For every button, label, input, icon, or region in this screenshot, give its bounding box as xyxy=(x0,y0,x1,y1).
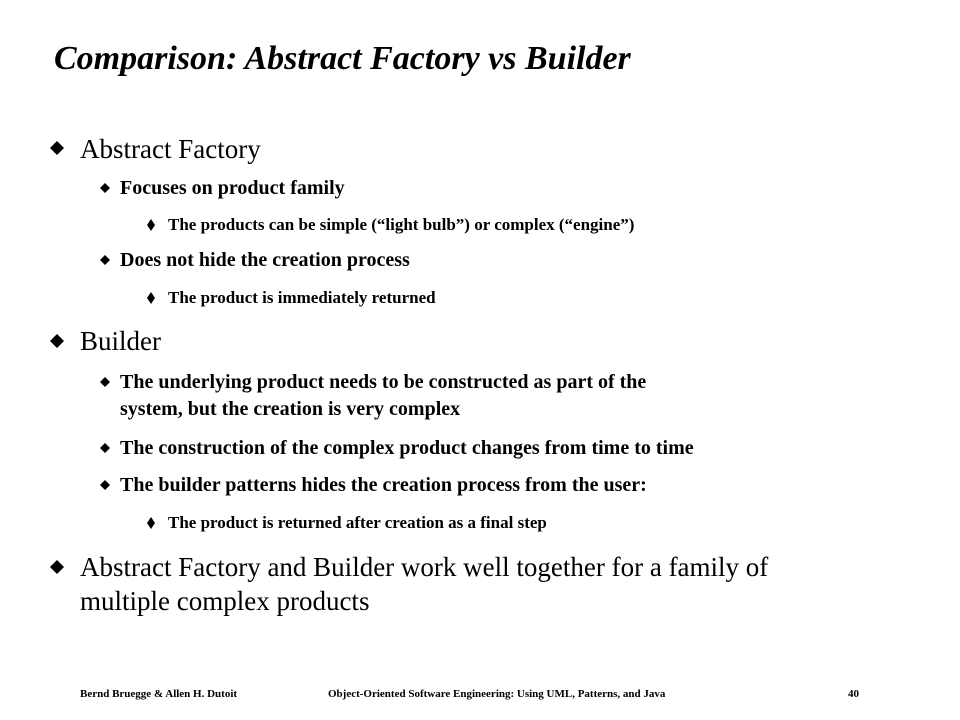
small-diamond-bullet-icon xyxy=(100,443,110,453)
bullet-b-construction: The construction of the complex product changes from time to time xyxy=(120,437,694,459)
bullet-af-hide-detail: The product is immediately returned xyxy=(168,288,436,307)
bullet-b-underlying-line2: system, but the creation is very complex xyxy=(120,398,461,420)
narrow-diamond-bullet-icon xyxy=(147,517,155,529)
bullet-together-line1: Abstract Factory and Builder work well together for a family of xyxy=(80,552,769,582)
small-diamond-bullet-icon xyxy=(100,377,110,387)
diamond-bullet-icon xyxy=(50,334,64,348)
footer-page-number: 40 xyxy=(848,688,859,700)
bullet-af-hide: Does not hide the creation process xyxy=(120,249,410,271)
narrow-diamond-bullet-icon xyxy=(147,292,155,304)
small-diamond-bullet-icon xyxy=(100,255,110,265)
bullet-b-underlying-line1: The underlying product needs to be constructed as part of the xyxy=(120,371,647,393)
slide-title: Comparison: Abstract Factory vs Builder xyxy=(54,40,631,77)
diamond-bullet-icon xyxy=(50,141,64,155)
bullet-b-hides-detail: The product is returned after creation as a final step xyxy=(168,513,547,532)
bullet-abstract-factory: Abstract Factory xyxy=(80,134,261,164)
small-diamond-bullet-icon xyxy=(100,480,110,490)
diamond-bullet-icon xyxy=(50,560,64,574)
bullet-af-focus-detail: The products can be simple (“light bulb”) or complex (“engine”) xyxy=(168,215,635,234)
footer-book-title: Object-Oriented Software Engineering: Using UML, Patterns, and Java xyxy=(328,688,666,700)
small-diamond-bullet-icon xyxy=(100,183,110,193)
footer-authors: Bernd Bruegge & Allen H. Dutoit xyxy=(80,688,238,700)
narrow-diamond-bullet-icon xyxy=(147,219,155,231)
bullet-af-focus: Focuses on product family xyxy=(120,177,345,199)
bullet-together-line2: multiple complex products xyxy=(80,586,370,616)
bullet-b-hides: The builder patterns hides the creation process from the user: xyxy=(120,474,647,496)
bullet-builder: Builder xyxy=(80,326,161,356)
